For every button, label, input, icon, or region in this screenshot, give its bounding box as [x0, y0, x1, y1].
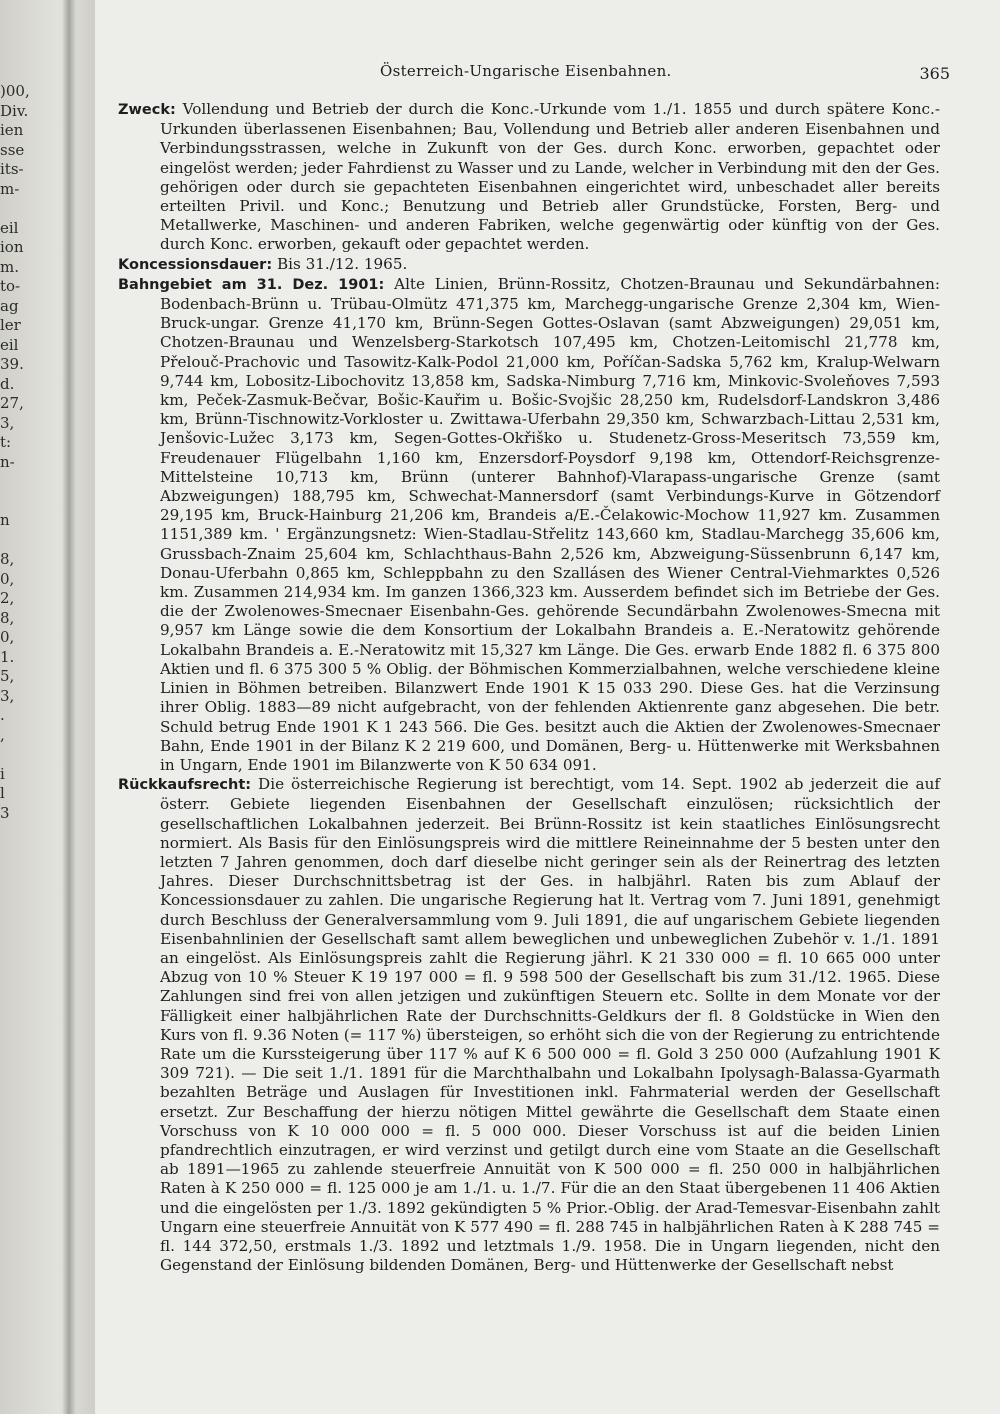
page-number: 365 — [919, 64, 950, 83]
gutter-shadow — [62, 0, 76, 1414]
margin-fragment: m. — [0, 257, 19, 276]
margin-fragment: 39. — [0, 355, 24, 373]
section-text: Alte Linien, Brünn-Rossitz, Chotzen-Braunau und Sekundärbahnen: Bodenbach-Brünn u. Trübau-Olmütz 471,375 km, Marchegg-ungarische Grenze 2,304 km, Wien-Bruck-ungar. Grenze 41,170 km, Brünn-Segen Gottes-Oslavan (samt Abzweigungen) 29,051 km, Chotzen-Braunau und Wenzelsberg-Starkotsch 107,495 km, Chotzen-Leitomischl 21,778 km, Přelouč-Prachovic und Tasowitz-Kalk-Podol 21,000 km, Poříčan-Sadska 5,762 km, Kralup-Welwarn 9,744 km, Lobositz-Libochovitz 13,858 km, Sadska-Nimburg 7,716 km, Minkovic-Svoleňoves 7,593 km, Peček-Zasmuk-Bečvar, Bošic-Kauřim u. Bošic-Svojšic 28,250 km, Rudelsdorf-Landskron 3,486 km, Brünn-Tischnowitz-Vorkloster u. Zwittawa-Uferbahn 29,350 km, Schwarzbach-Littau 2,531 km, Jenšovic-Lužec 3,173 km, Segen-Gottes-Okřiško u. Studenetz-Gross-Meseritsch 73,559 km, Freudenauer Flügelbahn 1,160 km, Enzersdorf-Poysdorf 9,198 km, Ottendorf-Reichsgrenze-Mittelsteine 10,713 km, Brünn (unterer Bahnhof)-Vlarapass-ungarische Grenze (samt Abzweigungen) 188,795 km, Schwechat-Mannersdorf (samt Verbindungs-Kurve in Götzendorf 29,195 km, Bruck-Hainburg 21,206 km, Brandeis a/E.-Čelakowic-Mochow 11,927 km. Zusammen 1151,389 km. ' Ergänzungsnetz: Wien-Stadlau-Střelitz 143,660 km, Stadlau-Marchegg 35,606 km, Grussbach-Znaim 25,604 km, Schlachthaus-Bahn 2,526 km, Abzweigung-Süssenbrunn 6,147 km, Donau-Uferbahn 0,865 km, Schleppbahn zu den Szallásen des Wiener Central-Viehmarktes 0,526 km. Zusammen 214,934 km. Im ganzen 1366,323 km. Ausserdem befindet sich im Betriebe der Ges. die der Zwolenowes-Smecnaer Eisenbahn-Ges. gehörende Secundärbahn Zwolenowes-Smecna mit 9,957 km Länge sowie die dem Konsortium der Lokalbahn Brandeis a. E.-Neratowitz gehörende Lokalbahn Brandeis a. E.-Neratowitz mit 15,327 km Länge. Die Ges. erwarb Ende 1882 fl. 6 375 800 Aktien und fl. 6 375 300 5 % Oblig. der Böhmischen Kommerzialbahnen, welche verschiedene kleine Linien in Böhmen betreiben. Bilanzwert Ende 1901 K 15 033 290. Diese Ges. hat die Verzinsung ihrer Oblig. 1883—89 nicht aufgebracht, von der fehlenden Aktienrente ganz abgesehen. Die betr. Schuld betrug Ende 1901 K 1 243 566. Die Ges. besitzt auch die Aktien der Zwolenowes-Smecnaer Bahn, Ende 1901 in der Bilanz K 2 219 600, und Domänen, Berg- u. Hüttenwerke mit Werksbahnen in Ungarn, Ende 1901 im Bilanzwerte von K 50 634 091. — [160, 274, 941, 774]
previous-page-margin-fragments — [0, 82, 34, 823]
margin-fragment: sse — [0, 140, 25, 159]
section-text: Bis 31./12. 1965. — [276, 254, 408, 273]
margin-fragment — [0, 745, 34, 765]
margin-fragment: ag — [0, 296, 19, 315]
margin-fragment: 27, — [0, 394, 24, 412]
margin-fragment: 8, — [0, 608, 15, 627]
margin-fragment: )00, — [0, 82, 30, 100]
margin-fragment — [0, 492, 34, 512]
page-body — [118, 100, 940, 1275]
margin-fragment: 1. — [0, 647, 15, 666]
running-title: Österreich-Ungarische Eisenbahnen. — [380, 62, 672, 80]
margin-fragment: 0, — [0, 628, 15, 646]
margin-fragment: ion — [0, 238, 24, 256]
margin-fragment: 3 — [0, 803, 10, 822]
page-header — [100, 60, 960, 90]
section-koncessionsdauer — [118, 255, 940, 275]
margin-fragment — [0, 531, 34, 551]
margin-fragment: ler — [0, 316, 21, 334]
margin-fragment: d. — [0, 374, 15, 393]
section-zweck — [118, 100, 940, 255]
section-rueckkaufsrecht — [118, 775, 940, 1275]
margin-fragment: l — [0, 784, 5, 802]
section-label: Bahngebiet am 31. Dez. 1901: — [118, 276, 385, 293]
margin-fragment: eil — [0, 218, 19, 237]
section-label: Rückkaufsrecht: — [118, 777, 252, 794]
margin-fragment: n- — [0, 452, 15, 471]
section-label: Koncessionsdauer: — [118, 256, 273, 273]
section-text: Die österreichische Regierung ist berechtigt, vom 14. Sept. 1902 ab jederzeit die auf österr. Gebiete liegenden Eisenbahnen der Gesellschaft einzulösen; rücksichtlich der gesellschaftlichen Lokalbahnen jederzeit. Bei Brünn-Rossitz ist kein staatliches Einlösungsrecht normiert. Als Basis für den Einlösungspreis wird die mittlere Reineinnahme der 5 besten unter den letzten 7 Jahren genommen, doch darf dieselbe nicht geringer sein als der Reinertrag des letzten Jahres. Dieser Durchschnittsbetrag ist der Ges. in halbjährl. Raten bis zum Ablauf der Koncessionsdauer zu zahlen. Die ungarische Regierung hat lt. Vertrag vom 7. Juni 1891, genehmigt durch Beschluss der Generalversammlung vom 9. Juli 1891, die auf ungarischem Gebiete liegenden Eisenbahnlinien der Gesellschaft samt allem beweglichen und unbeweglichen Zubehör v. 1./1. 1891 an eingelöst. Als Einlösungspreis zahlt die Regierung jährl. K 21 330 000 = fl. 10 665 000 unter Abzug von 10 % Steuer K 19 197 000 = fl. 9 598 500 der Gesellschaft bis zum 31./12. 1965. Diese Zahlungen sind frei von allen jetzigen und zukünftigen Steuern etc. Sollte in dem Monate vor der Fälligkeit einer halbjährlichen Rate der Durchschnitts-Geldkurs der fl. 8 Goldstücke in Wien den Kurs von fl. 9.36 Noten (= 117 %) übersteigen, so erhöht sich die von der Regierung zu entrichtende Rate um die Kurssteigerung über 117 % auf K 6 500 000 = fl. Gold 3 250 000 (Aufzahlung 1901 K 309 721). — Die seit 1./1. 1891 für die Marchthalbahn und Lokalbahn Ipolysagh-Balassa-Gyarmath bezahlten Beträge und Auslagen für Investitionen inkl. Fahrmaterial werden der Gesellschaft ersetzt. Zur Beschaffung der hierzu nötigen Mittel gewährte die Gesellschaft dem Staate einen Vorschuss von K 10 000 000 = fl. 5 000 000. Dieser Vorschuss ist auf die beiden Linien pfandrechtlich einzutragen, er wird verzinst und getilgt durch eine vom Staate an die Gesellschaft ab 1891—1965 zu zahlende steuerfreie Annuität von K 500 000 = fl. 250 000 in halbjährlichen Raten à K 250 000 = fl. 125 000 je am 1./1. u. 1./7. Für die an den Staat übergebenen 11 406 Aktien und die eingelösten per 1./3. 1892 gekündigten 5 % Prior.-Oblig. der Arad-Temesvar-Eisenbahn zahlt Ungarn eine steuerfreie Annuität von K 577 490 = fl. 288 745 in halbjährlichen Raten à K 288 745 = fl. 144 372,50, erstmals 1./3. 1892 und letztmals 1./9. 1958. Die in Ungarn liegenden, nicht den Gegenstand der Einlösung bildenden Domänen, Berg- und Hüttenwerke der Gesellschaft nebst — [160, 775, 940, 1275]
section-label: Zweck: — [118, 102, 176, 118]
margin-fragment: Div. — [0, 101, 29, 120]
margin-fragment: t: — [0, 433, 12, 451]
margin-fragment: 3, — [0, 686, 15, 705]
margin-fragment: , — [0, 725, 5, 744]
margin-fragment — [0, 472, 34, 492]
margin-fragment: 5, — [0, 667, 15, 685]
margin-fragment: its- — [0, 160, 24, 178]
section-bahngebiet — [118, 275, 940, 775]
margin-fragment: 3, — [0, 413, 15, 432]
margin-fragment: 8, — [0, 550, 15, 568]
section-text: Vollendung und Betrieb der durch die Konc.-Urkunde vom 1./1. 1855 und durch spätere Konc.-Urkunden überlassenen Eisenbahnen; Bau, Vollendung und Betrieb aller anderen Eisenbahnen und Verbindungsstrassen, welche in Zukunft von der Ges. durch Konc. erworben, gepachtet oder eingelöst werden; jeder Fahrdienst zu Wasser und zu Lande, welcher in Verbindung mit den der Ges. gehörigen oder durch sie gepachteten Eisenbahnen eingerichtet wird, unbeschadet aller bereits erteilten Privil. und Konc.; Benutzung und Betrieb aller Grundstücke, Forsten, Berg- und Metallwerke, Maschinen- und anderen Fabriken, welche gegenwärtig oder künftig von der Ges. durch Konc. erworben, gekauft oder gepachtet werden. — [160, 100, 941, 254]
margin-fragment — [0, 199, 34, 219]
margin-fragment: 2, — [0, 589, 15, 607]
margin-fragment: i — [0, 764, 5, 783]
margin-fragment: . — [0, 706, 5, 724]
margin-fragment: n — [0, 511, 10, 529]
margin-fragment: m- — [0, 179, 20, 198]
margin-fragment: to- — [0, 277, 21, 295]
margin-fragment: ien — [0, 121, 24, 139]
margin-fragment: 0, — [0, 569, 15, 588]
margin-fragment: eil — [0, 335, 19, 354]
